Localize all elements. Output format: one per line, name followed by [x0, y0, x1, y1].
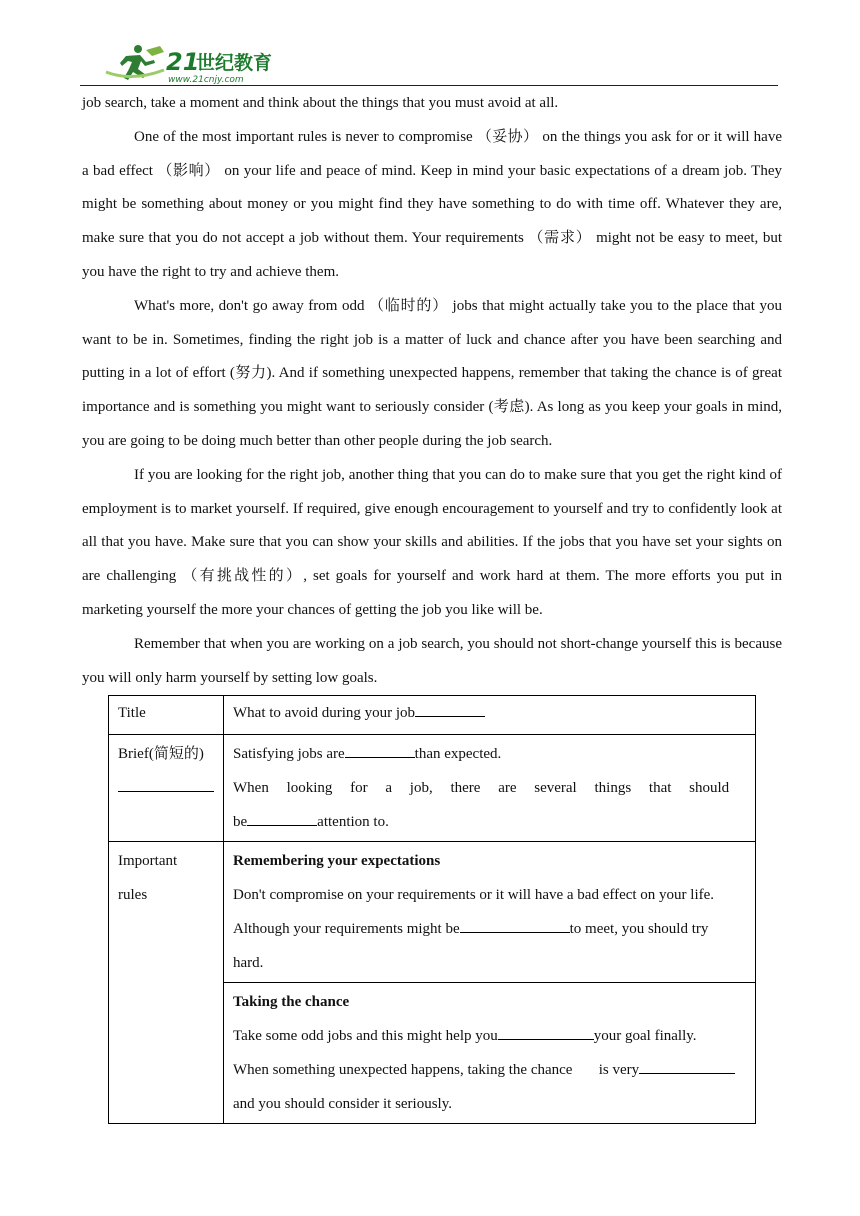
- paragraph: One of the most important rules is never to compromise （妥协） on the things you ask for or it will have a bad effect （影响） on your life and peace of mind. Keep in mind your basic expectations of a dream job. They might be something about money or you might find they have something to do with time off. Whatever they are, make sure that you do not accept a job without them. Your requirements （需求） might not be easy to meet, but you have the right to try and achieve them.: [82, 128, 782, 280]
- section-line-end: your goal finally.: [593, 1028, 697, 1044]
- title-text: What to avoid during your job: [233, 705, 416, 721]
- brief-line-end: than expected.: [414, 746, 502, 762]
- section-heading: Remembering your expectations: [233, 853, 441, 869]
- row-label-title: Title: [109, 696, 224, 735]
- row-label-brief: [109, 735, 224, 842]
- table-row: [109, 696, 756, 735]
- answer-blank[interactable]: [460, 914, 570, 933]
- rules-label: rules: [118, 887, 148, 903]
- section-line-mid: is very: [598, 1062, 640, 1078]
- table-row: [109, 735, 756, 842]
- section-line: When something unexpected happens, taking the chance: [233, 1062, 573, 1078]
- answer-blank[interactable]: [415, 698, 485, 717]
- runner-icon: [106, 45, 164, 80]
- header-divider: [80, 85, 778, 86]
- paragraph: job search, take a moment and think about the things that you must avoid at all.: [82, 95, 559, 111]
- section-line-end: to meet, you should try: [569, 921, 709, 937]
- section-line: Don't compromise on your requirements or it will have a bad effect on your life.: [233, 887, 715, 903]
- brief-line: be: [233, 814, 248, 830]
- answer-blank[interactable]: [118, 773, 214, 792]
- title-cell: [224, 696, 756, 735]
- rules-section-chance: [224, 983, 756, 1124]
- section-heading: Taking the chance: [233, 994, 350, 1010]
- section-line: and you should consider it seriously.: [233, 1096, 453, 1112]
- paragraph: Remember that when you are working on a job search, you should not short-change yourself this is because you will only harm yourself by setting low goals.: [82, 635, 782, 686]
- site-logo: [102, 42, 302, 84]
- brief-label: Brief(简短的): [118, 746, 204, 762]
- brief-cell: [224, 735, 756, 842]
- answer-blank[interactable]: [247, 807, 317, 826]
- row-label-rules: [109, 842, 224, 1124]
- brief-line-end: attention to.: [317, 814, 389, 830]
- rules-section-expectations: [224, 842, 756, 983]
- svg-text:21: 21: [166, 48, 200, 76]
- svg-text:www.21cnjy.com: www.21cnjy.com: [168, 75, 244, 84]
- page-header: [80, 38, 778, 86]
- section-line: Take some odd jobs and this might help you: [233, 1028, 498, 1044]
- svg-text:世纪教育: 世纪教育: [196, 52, 273, 74]
- brief-line: When looking for a job, there are several things that should: [233, 780, 730, 796]
- table-row: [109, 842, 756, 983]
- rules-label: Important: [118, 853, 178, 869]
- section-line: Although your requirements might be: [233, 921, 460, 937]
- summary-table: [108, 695, 756, 1124]
- answer-blank[interactable]: [498, 1021, 594, 1040]
- brief-line: Satisfying jobs are: [233, 746, 345, 762]
- paragraph: If you are looking for the right job, another thing that you can do to make sure that you get the right kind of employment is to market yourself. If required, give enough encouragement to yourself and try to confidently look at all that you have. Make sure that you can show your skills and abilities. If the jobs that you have set your sights on are challenging （有挑战性的）, set goals for yourself and work hard at them. The more efforts you put in marketing yourself the more your chances of getting the job you like will be.: [82, 466, 782, 618]
- answer-blank[interactable]: [639, 1055, 735, 1074]
- paragraph: What's more, don't go away from odd （临时的） jobs that might actually take you to the place that you want to be in. Sometimes, finding the right job is a matter of luck and chance after you have been searching and putting in a lot of effort (努力). And if something unexpected happens, remember that taking the chance is of great importance and is something you might want to seriously consider (考虑). As long as you keep your goals in mind, you are going to be doing much better than other people during the job search.: [82, 297, 782, 449]
- answer-blank[interactable]: [345, 739, 415, 758]
- article-body: [82, 87, 782, 695]
- section-line: hard.: [233, 955, 264, 971]
